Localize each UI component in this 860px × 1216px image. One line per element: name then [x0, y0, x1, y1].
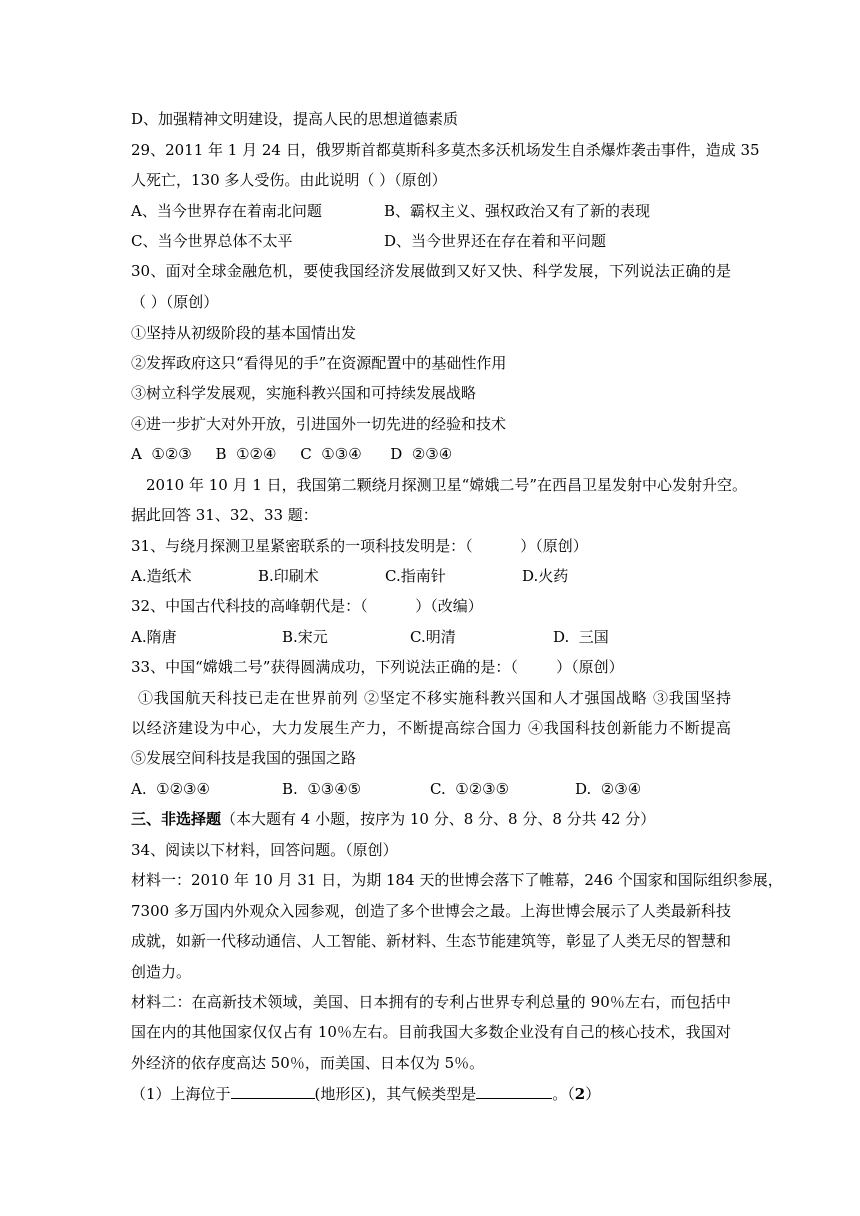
q31-stem: 31、与绕月探测卫星紧密联系的一项科技发明是：（ ）（原创）: [131, 537, 588, 555]
material-1-line3: 成就，如新一代移动通信、人工智能、新材料、生态节能建筑等，彰显了人类无尽的智慧和: [131, 932, 732, 950]
q30-stem-line2: （ ）（原创）: [131, 293, 219, 311]
q32-stem: 32、中国古代科技的高峰朝代是：（ ）（改编）: [131, 597, 483, 615]
q31-option-c: C.指南针: [385, 567, 446, 585]
q30-options: A ①②③ B ①②④ C ①③④ D ②③④: [131, 445, 453, 463]
q33-stem: 33、中国“嫦娥二号”获得圆满成功，下列说法正确的是：（ ）（原创）: [131, 658, 624, 676]
q32-option-d: D. 三国: [553, 628, 609, 646]
q33-option-b: B. ①③④⑤: [282, 780, 362, 798]
q29-option-c: C、当今世界总体不太平: [131, 232, 293, 250]
q31-option-a: A.造纸术: [131, 567, 192, 585]
sq1-score: 2: [574, 1085, 586, 1103]
q30-item-3: ③树立科学发展观，实施科教兴国和可持续发展战略: [131, 384, 477, 402]
material-2-line1: 材料二：在高新技术领域，美国、日本拥有的专利占世界专利总量的 90％左右，而包括中: [131, 993, 731, 1011]
q29-option-d: D、当今世界还在存在着和平问题: [384, 232, 607, 250]
section-3-title: 三、非选择题: [131, 810, 222, 828]
q30-stem-line1: 30、面对全球金融危机，要使我国经济发展做到又好又快、科学发展，下列说法正确的是: [131, 262, 731, 280]
answer-blank-landform[interactable]: [231, 1083, 315, 1099]
section-3-heading: [131, 809, 731, 829]
q33-items-line3: ⑤发展空间科技是我国的强国之路: [131, 749, 357, 767]
q33-option-d: D. ②③④: [575, 780, 642, 798]
material-2-line3: 外经济的依存度高达 50％，而美国、日本仅为 5％。: [131, 1054, 485, 1072]
q33-option-c: C. ①②③⑤: [430, 780, 510, 798]
q31-option-d: D.火药: [522, 567, 569, 585]
sq1-text-c: 。（: [552, 1085, 575, 1103]
q34-stem: 34、阅读以下材料，回答问题。（原创）: [131, 841, 398, 859]
q30-item-2: ②发挥政府这只“看得见的手”在资源配置中的基础性作用: [131, 354, 507, 372]
q29-option-a: A、当今世界存在着南北问题: [131, 202, 322, 220]
q33-option-a: A. ①②③④: [131, 780, 210, 798]
q29-stem-line1: 29、2011 年 1 月 24 日，俄罗斯首都莫斯科多莫杰多沃机场发生自杀爆炸袭击事件，造成 35: [131, 141, 760, 159]
q32-option-a: A.隋唐: [131, 628, 177, 646]
q29-stem-line2: 人死亡，130 多人受伤。由此说明（ ）（原创）: [131, 171, 447, 189]
answer-blank-climate[interactable]: [476, 1083, 552, 1099]
section-3-description: （本大题有 4 小题，按序为 10 分、8 分、8 分、8 分共 42 分）: [221, 810, 656, 828]
q30-item-1: ①坚持从初级阶段的基本国情出发: [131, 324, 357, 342]
q28-option-d: D、加强精神文明建设，提高人民的思想道德素质: [131, 110, 459, 128]
q32-option-b: B.宋元: [282, 628, 328, 646]
q32-option-c: C.明清: [410, 628, 456, 646]
material-1-line2: 7300 多万国内外观众入园参观，创造了多个世博会之最。上海世博会展示了人类最新科技: [131, 902, 731, 920]
material-2-line2: 国在内的其他国家仅仅占有 10％左右。目前我国大多数企业没有自己的核心技术，我国对: [131, 1023, 731, 1041]
sq1-text-e: ）: [585, 1085, 601, 1103]
passage-intro-line1: 2010 年 10 月 1 日，我国第二颗绕月探测卫星“嫦娥二号”在西昌卫星发射中心发射升空。: [146, 476, 747, 494]
q30-item-4: ④进一步扩大对外开放，引进国外一切先进的经验和技术: [131, 415, 507, 433]
q29-option-b: B、霸权主义、强权政治又有了新的表现: [384, 202, 651, 220]
q33-items-line2: 以经济建设为中心，大力发展生产力，不断提高综合国力 ④我国科技创新能力不断提高: [131, 719, 731, 737]
q33-items-line1: ①我国航天科技已走在世界前列 ②坚定不移实施科教兴国和人才强国战略 ③我国坚持: [138, 689, 731, 707]
material-1-line4: 创造力。: [131, 963, 192, 981]
sq1-text-b: (地形区)，其气候类型是: [314, 1085, 477, 1103]
sq1-text-a: （1）上海位于: [131, 1085, 231, 1103]
q34-subquestion-1: [131, 1083, 731, 1104]
passage-intro-line2: 据此回答 31、32、33 题：: [131, 506, 318, 524]
material-1-line1: 材料一：2010 年 10 月 31 日，为期 184 天的世博会落下了帷幕，246 个国家和国际组织参展，: [131, 871, 783, 889]
q31-option-b: B.印刷术: [258, 567, 319, 585]
